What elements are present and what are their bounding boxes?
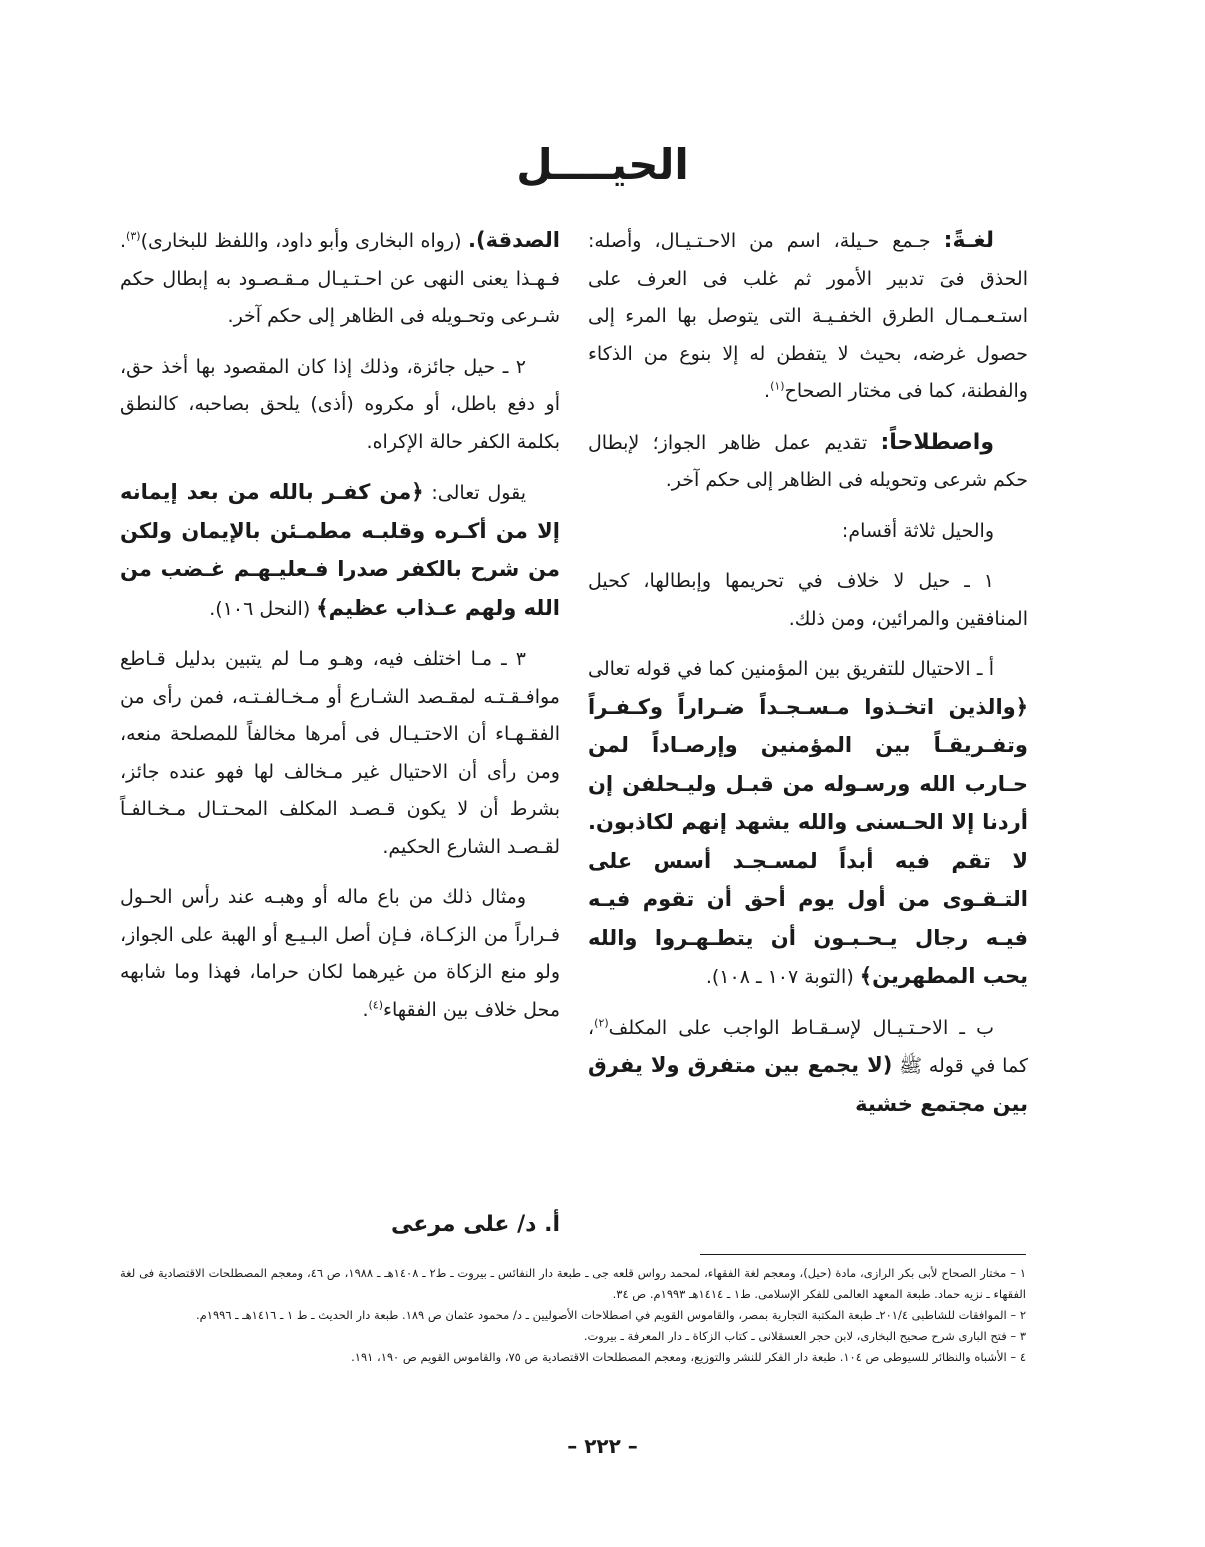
example-end: . [362,998,369,1021]
language-text: جـمع حـيلة، اسم من الاحـتـيـال، وأصله: الحذق فىَ تدبير الأمور ثم غلب فى العرف على استـعـمـال الطرق الخفـيـة التى يتوصل بها المرء إلى حصول غرضه، بحيث لا يتفطن له إلا بنوع من الذكاء والفطنة، كما فى مختار الصحاح [588,230,1028,402]
type-one-a-text: أ ـ الاحتيال للتفريق بين المؤمنين كما في قوله تعالى [588,658,994,680]
footnote-divider [700,1254,1026,1255]
hadith-explanation: . فـهـذا يعنى النهى عن احـتـيـال مـقـصـود به إبطال حكم شـرعى وتحـويله فى الظاهر إلى حكم آخر. [120,230,560,327]
nahl-reference: (النحل ١٠٦). [209,597,317,620]
hadith-text-end: الصدقة). [468,228,560,252]
footnotes [120,1263,1026,1368]
page-title: الحيــــل [516,140,689,189]
term-text: تقديم عمل ظاهر الجواز؛ لإبطال حكم شرعى وتحويله فى الظاهر إلى حكم آخر. [588,431,1028,491]
quran-verse-tawbah: ﴿والذين اتخـذوا مـسـجـداً ضـراراً وكـفـراً وتفـريقـاً بين المؤمنين وإرصـاداً لمن حـارب الله ورسـوله من قبـل وليـحلفن إن أردنا إلا الحـسنى والله يشهد إنهم لكاذبون. لا تقم فيه أبداً لمسـجـد أسس على التـقـوى من أول يوم أحق أن تقوم فيـه فيـه رجال يـحـبـون أن يتطـهـروا والله يحب المطهرين﴾ [588,694,1028,988]
author-signature: أ. د/ على مرعى [390,1212,560,1237]
footnote-1: ١ – مختار الصحاح لأبى بكر الرازى، مادة (حيل)، ومعجم لغة الفقهاء، لمحمد رواس قلعه جى ـ طبعة دار النفائس ـ بيروت ـ ط٢ ـ ١٤٠٨هـ ـ ١٩٨٨، ص ٤٦، ومعجم المصطلحات الاقتصادية فى لغة الفقهاء ـ نزيه حماد. طبعة المعهد العالمى للفكر الإسلامى. ط١ ـ ١٤١٤هـ ١٩٩٣م. ص ٣٤. [120,1266,1027,1301]
hadith-source: (رواه البخارى وأبو داود، واللفظ للبخارى) [140,230,469,252]
footnote-4: ٤ – الأشباه والنظائر للسيوطى ص ١٠٤. طبعة دار الفكر للنشر والتوزيع، ومعجم المصطلحات الاقتصادية ص ٧٥، والقاموس القويم ص ١٩٠، ١٩١. [351,1350,1026,1364]
definition-language-paragraph [588,222,1028,411]
type-two-paragraph: ٢ ـ حيل جائزة، وذلك إذا كان المقصود بها أخذ حق، أو دفع باطل، أو مكروه (أذى) يلحق بصاحبه، كالنطق بكلمة الكفر حالة الإكراه. [120,355,560,453]
type-one-a-paragraph [588,651,1028,997]
type-three-paragraph: ٣ ـ مـا اختلف فيه، وهـو مـا لم يتبين بدليل قـاطع موافـقـتـه لمقـصد الشـارع أو مـخـالفـتـه، فمن رأى من الفقـهـاء أن الاحتـيـال فى أمرها مخالفاً للمصلحة منعه، ومن رأى أن الاحتيال غير مـخالف لها فهو عنده جائز، بشرط أن لا يكون قـصـد المكلف المحـتـال مـخـالفـاً لقـصـد الشارع الحكيم. [120,648,560,858]
nahl-verse-paragraph [120,474,560,628]
footnote-2: ٢ – الموافقات للشاطبى ٢٠١/٤ـ طبعة المكتبة التجارية بمصر، والقاموس القويم في اصطلاحات الأصوليين ـ د/ محمود عثمان ص ١٨٩. طبعة دار الحديث ـ ط ١ ـ ١٤١٦هـ ـ ١٩٩٦م. [196,1308,1026,1322]
footnote-ref-1[interactable]: (١) [770,379,785,393]
term-label: واصطلاحاً: [880,429,994,455]
hadith-text-start: (لا يجمع بين متفرق ولا يفرق بين مجتمع خشية [588,1053,1028,1116]
footnote-ref-3[interactable]: (٣) [126,229,141,243]
tawbah-reference: (التوبة ١٠٧ ـ ١٠٨). [705,966,860,988]
right-column [588,222,1028,1137]
types-intro-paragraph: والحيل ثلاثة أقسام: [841,519,994,542]
left-column [120,222,560,1042]
footnote-ref-2[interactable]: (٢) [594,1016,609,1030]
example-paragraph [120,879,560,1029]
quran-verse-nahl: ﴿من كفـر بالله من بعد إيمانه إلا من أكـره وقلبـه مطمـئن بالإيمان ولكن من شرح بالكفر صدرا فـعليـهـم غـضب من الله ولهم عـذاب عظيم﴾ [120,480,560,620]
type-one-b-text2: ، كما في قوله ﷺ [588,1016,1028,1077]
nahl-intro: يقول تعالى: [423,482,527,504]
definition-term-paragraph [588,424,1028,500]
footnote-ref-4[interactable]: (٤) [368,998,384,1012]
language-label: لغـةً: [943,228,994,253]
type-one-b-paragraph [588,1010,1028,1125]
page-number: – ٢٢٢ – [567,1434,638,1458]
type-one-paragraph: ١ ـ حيل لا خلاف في تحريمها وإبطالها، كحيل المنافقين والمرائين، ومن ذلك. [588,570,1028,630]
language-end: . [764,380,771,402]
example-text: ومثال ذلك من باع ماله أو وهبـه عند رأس الحـول فـراراً من الزكـاة، فـإن أصل البـيـع أو الهبة على الجواز، ولو منع الزكاة من غيرهما لكان حراما، فهذا وما شابهه محل خلاف بين الفقهاء [120,886,560,1021]
hadith-continuation-paragraph [120,222,560,336]
footnote-3: ٣ – فتح البارى شرح صحيح البخارى، لابن حجر العسقلانى ـ كتاب الزكاة ـ دار المعرفة ـ بيروت. [583,1329,1026,1343]
type-one-b-text: ب ـ الاحـتـيـال لإسـقـاط الواجب على المكلف [608,1016,994,1039]
